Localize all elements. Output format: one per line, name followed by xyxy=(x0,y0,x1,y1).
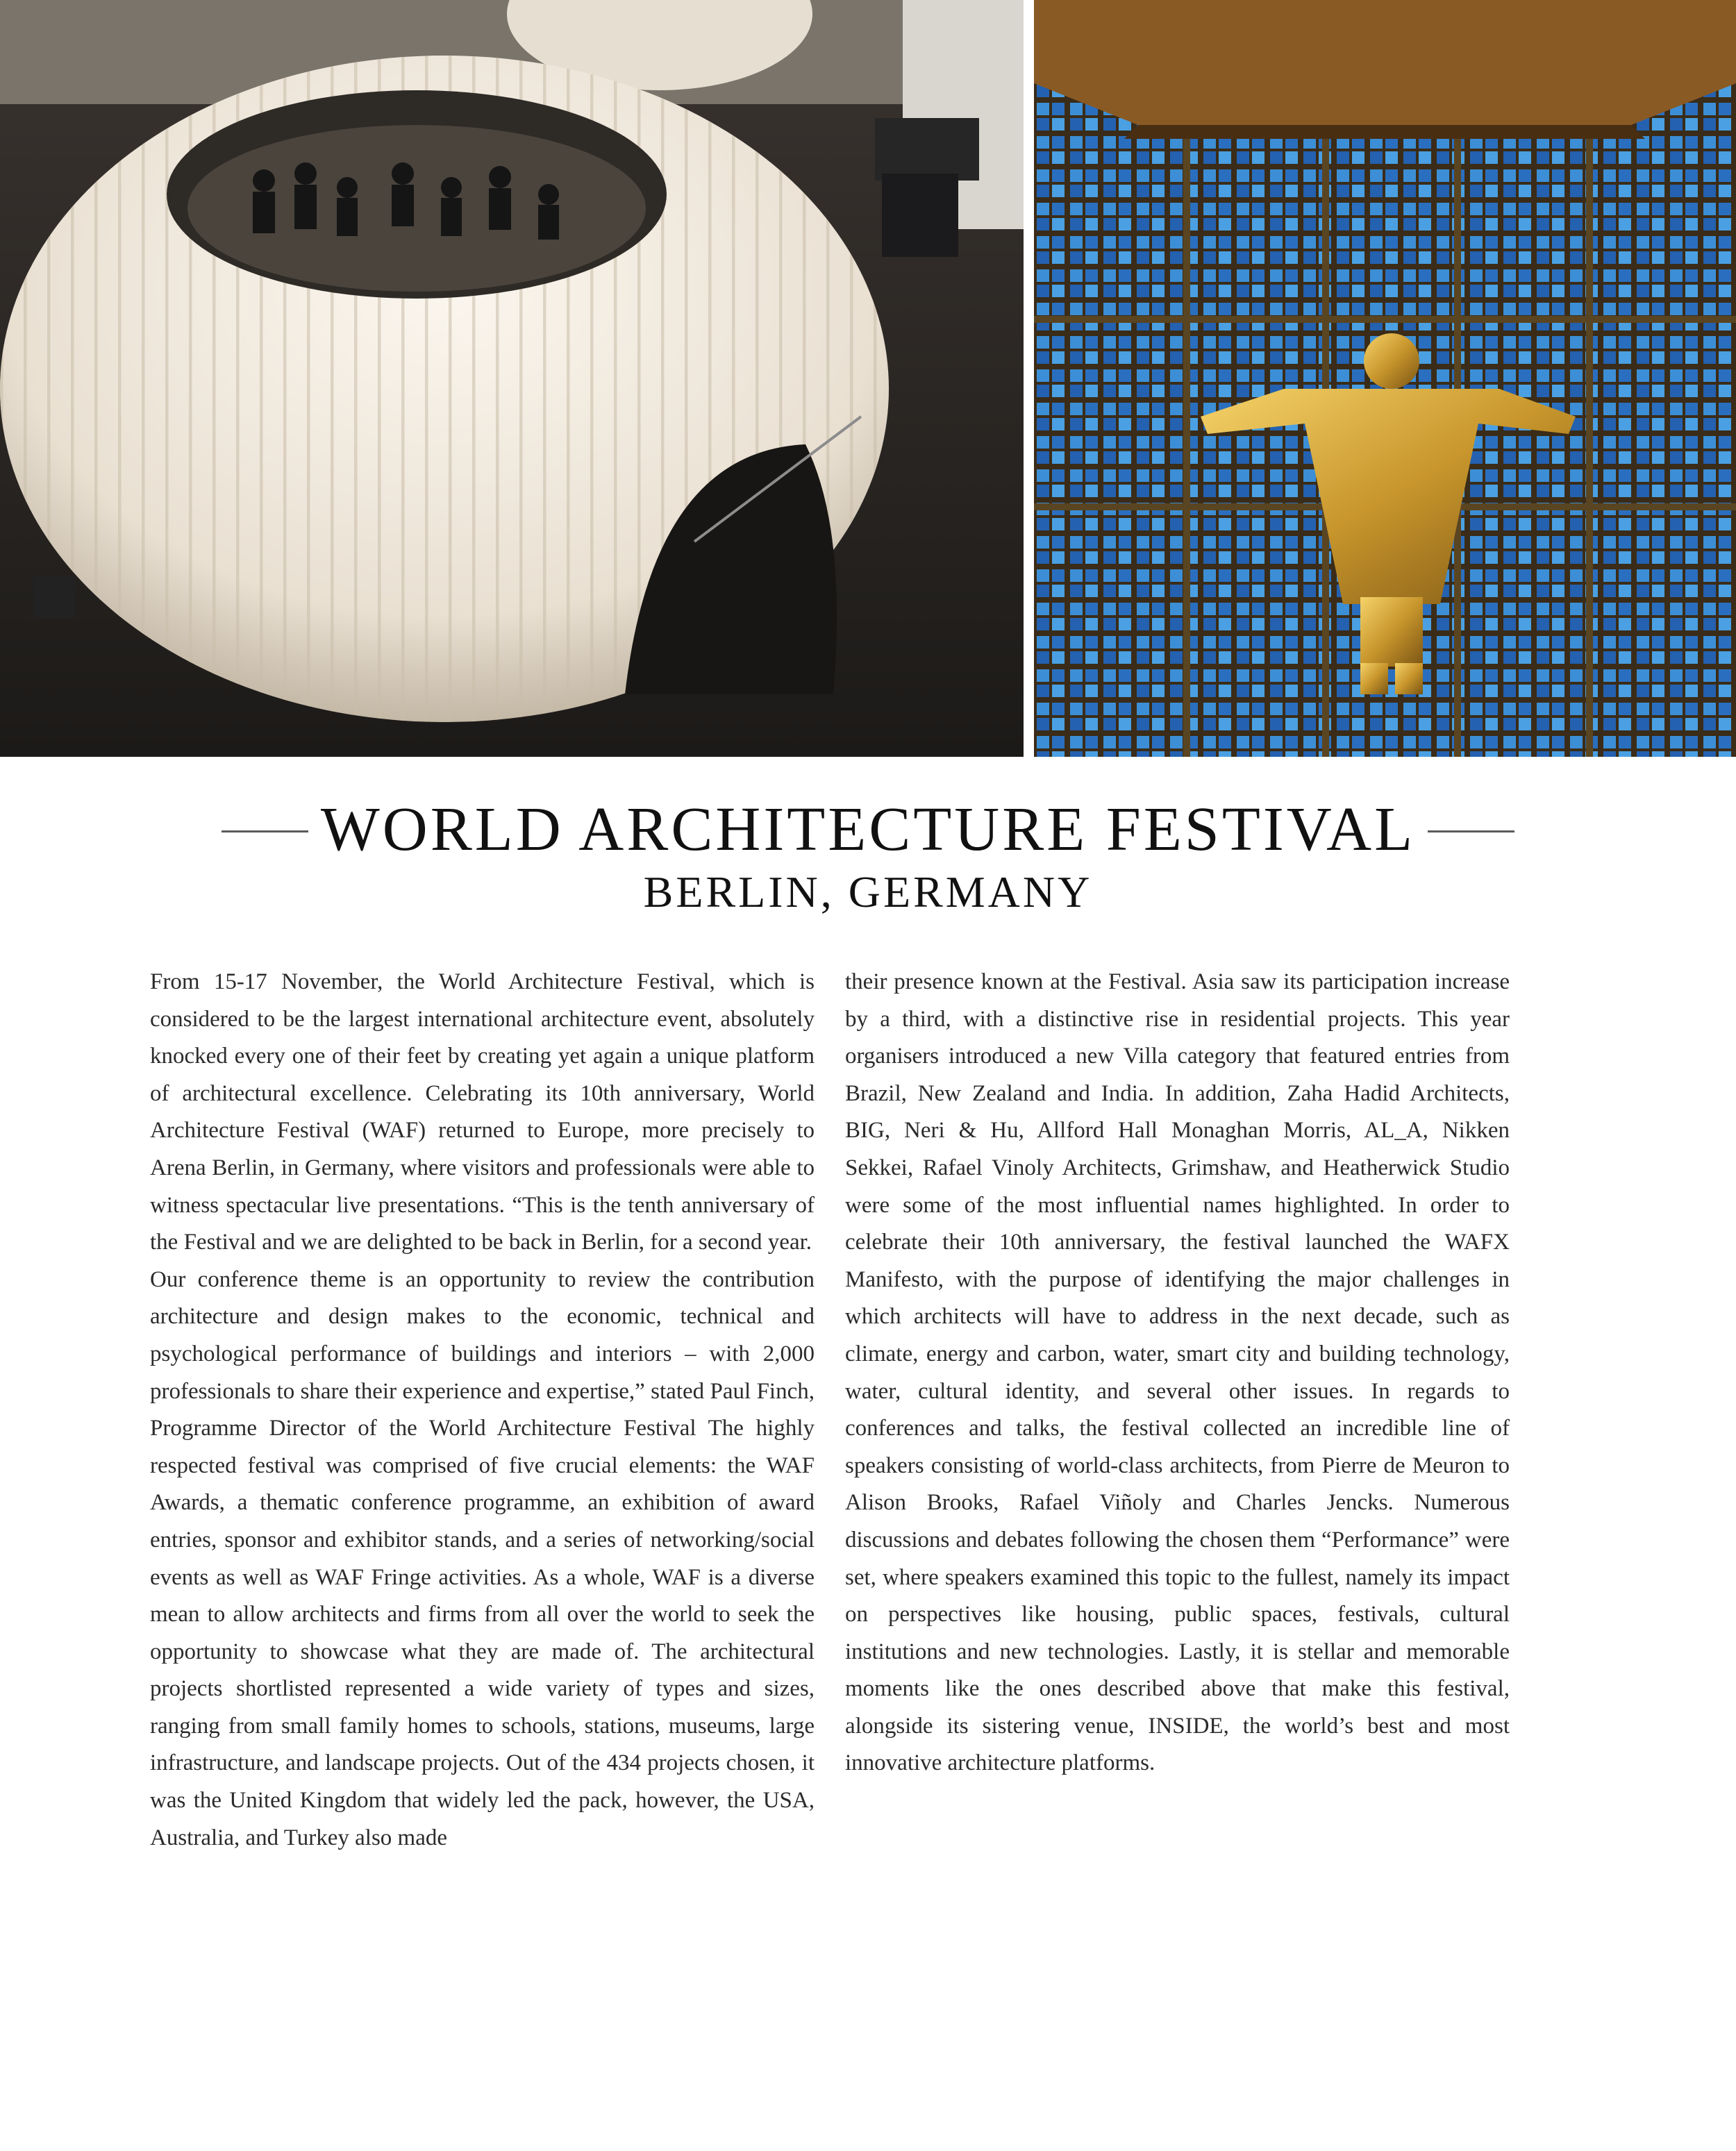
inflatable-pavilion-illustration xyxy=(0,0,1024,757)
article-column-left xyxy=(150,964,815,1857)
page-title: WORLD ARCHITECTURE FESTIVAL xyxy=(320,795,1416,864)
article-paragraph: their presence known at the Festival. Asia saw its participation increase by a third, with a distinctive rise in residential projects. This year organisers introduced a new Villa category that featured entries from Brazil, New Zealand and India. In addition, Zaha Hadid Architects, BIG, Neri & Hu, Allford Hall Monaghan Morris, AL_A, Nikken Sekkei, Rafael Vinoly Architects, Grimshaw, and Heatherwick Studio were some of the most influential names highlighted. In order to celebrate their 10th anniversary, the festival launched the WAFX Manifesto, with the purpose of identifying the major challenges in which architects will have to address in the next decade, such as climate, energy and carbon, water, smart city and building technology, water, cultural identity, and several other issues. In regards to conferences and talks, the festival collected an incredible line of speakers consisting of world-class architects, from Pierre de Meuron to Alison Brooks, Rafael Viñoly and Charles Jencks. Numerous discussions and debates following the chosen them “Performance” were set, where speakers examined this topic to the fullest, namely its impact on perspectives like housing, public spaces, festivals, cultural institutions and new technologies. Lastly, it is stellar and memorable moments like the ones described above that make this festival, alongside its sistering venue, INSIDE, the world’s best and most innovative architecture platforms. xyxy=(845,969,1510,1776)
title-rule-left xyxy=(222,830,308,832)
article-heading xyxy=(0,795,1736,919)
page-subtitle: BERLIN, GERMANY xyxy=(643,867,1093,917)
photo-inflatable-pavilion xyxy=(0,0,1024,757)
photo-golden-christ xyxy=(1034,0,1736,757)
article-paragraph: Our conference theme is an opportunity to review the contribution architecture and design makes to the economic, technical and psychological performance of buildings and interiors – with 2,000 professionals to share their experience and expertise,” stated Paul Finch, Programme Director of the World Architecture Festival The highly respected festival was comprised of five crucial elements: the WAF Awards, a thematic conference programme, an exhibition of award entries, sponsor and exhibitor stands, and a series of networking/social events as well as WAF Fringe activities. As a whole, WAF is a diverse mean to allow architects and firms from all over the world to seek the opportunity to showcase what they are made of. The architectural projects shortlisted represented a wide variety of types and sizes, ranging from small family homes to schools, stations, museums, large infrastructure, and landscape projects. Out of the 434 projects chosen, it was the United Kingdom that widely led the pack, however, the USA, Australia, and Turkey also made xyxy=(150,1266,815,1850)
article-column-right xyxy=(845,964,1510,1782)
golden-christ-illustration xyxy=(1034,0,1736,757)
article-paragraph: From 15-17 November, the World Architecture Festival, which is considered to be the largest international architecture event, absolutely knocked every one of their feet by creating yet again a unique platform of architectural excellence. Celebrating its 10th anniversary, World Architecture Festival (WAF) returned to Europe, more precisely to Arena Berlin, in Germany, where visitors and professionals were able to witness spectacular live presentations. “This is the tenth anniversary of the Festival and we are delighted to be back in Berlin, for a second year. xyxy=(150,969,815,1255)
title-rule-right xyxy=(1428,830,1514,832)
